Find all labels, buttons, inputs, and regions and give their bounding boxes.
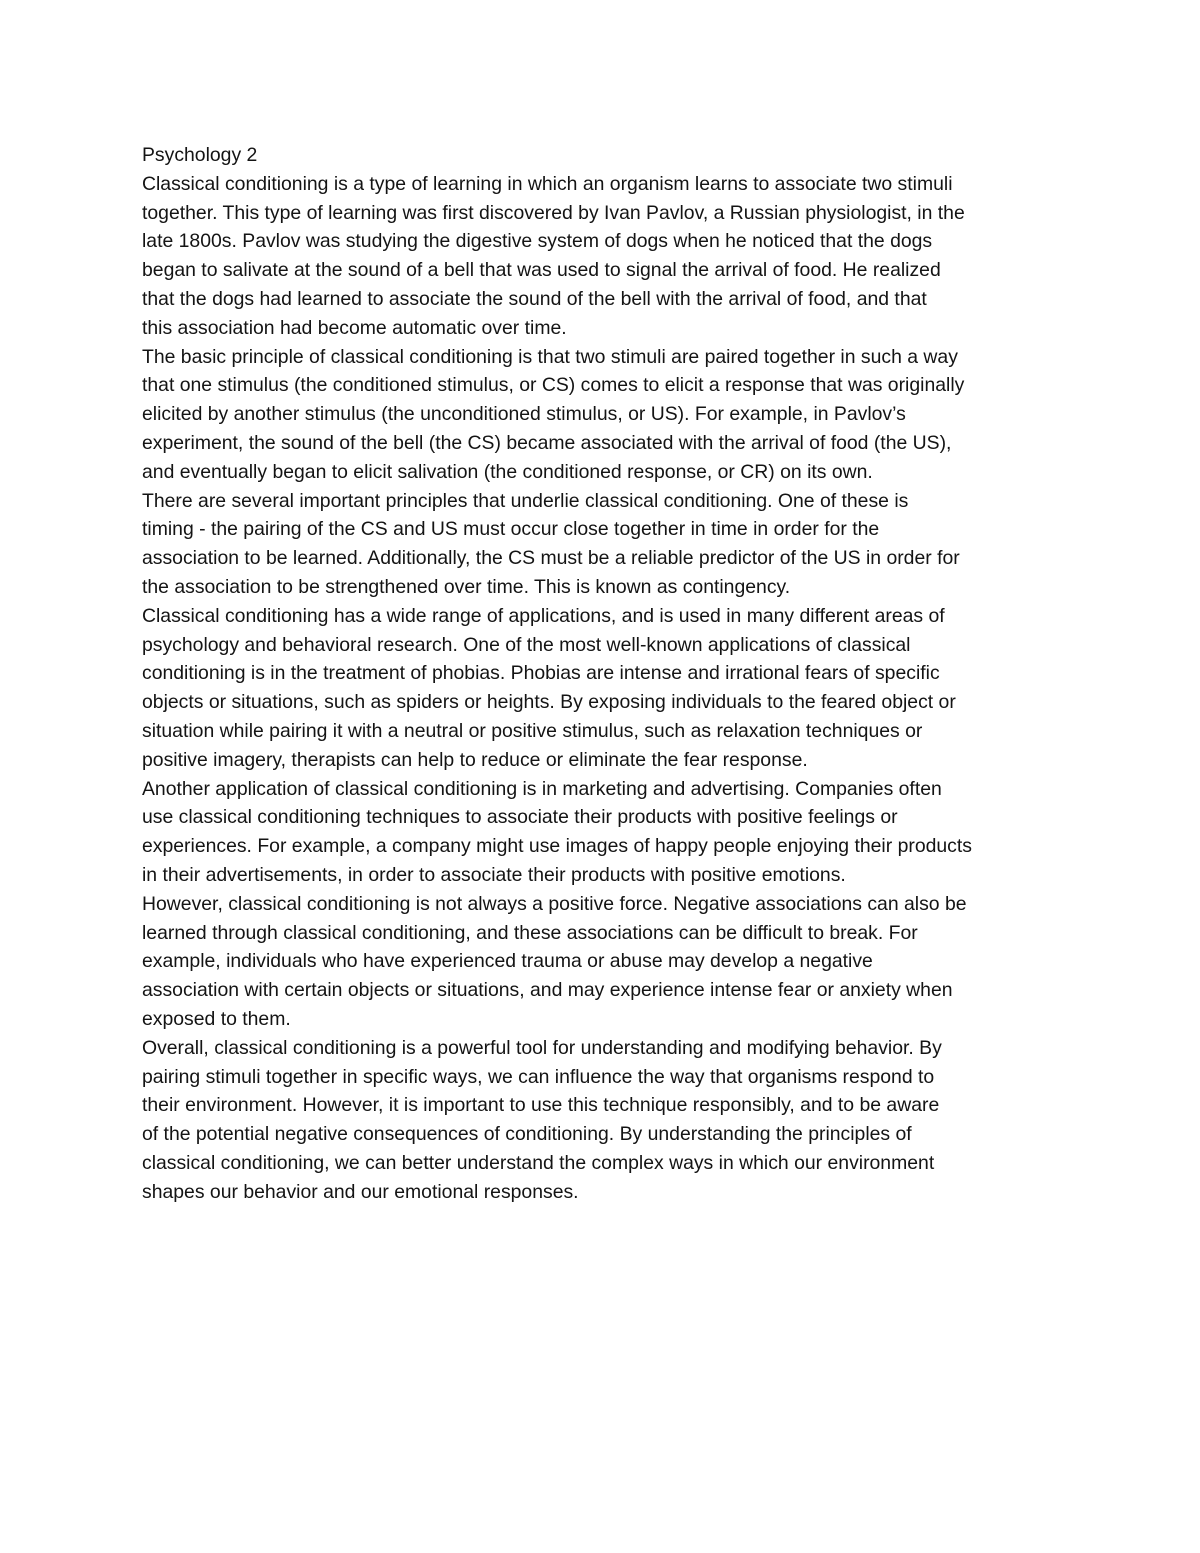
text-line: of the potential negative consequences of conditioning. By understanding the principles of	[142, 1123, 912, 1146]
paragraph-4	[142, 602, 1062, 775]
text-line: objects or situations, such as spiders or heights. By exposing individuals to the feared object or	[142, 691, 956, 714]
text-line: Classical conditioning is a type of learning in which an organism learns to associate two stimuli	[142, 172, 953, 195]
text-line: and eventually began to elicit salivation (the conditioned response, or CR) on its own.	[142, 460, 873, 483]
paragraph-2	[142, 343, 1062, 487]
paragraph-7	[142, 1034, 1062, 1207]
text-line: the association to be strengthened over time. This is known as contingency.	[142, 575, 791, 598]
text-line: Overall, classical conditioning is a powerful tool for understanding and modifying behavior. By	[142, 1036, 942, 1059]
text-line: timing - the pairing of the CS and US must occur close together in time in order for the	[142, 518, 880, 541]
text-line: association to be learned. Additionally, the CS must be a reliable predictor of the US in order for	[142, 547, 960, 570]
paragraph-3	[142, 487, 1062, 602]
text-line: positive imagery, therapists can help to reduce or eliminate the fear response.	[142, 748, 808, 771]
text-line: There are several important principles that underlie classical conditioning. One of these is	[142, 489, 909, 512]
text-line: conditioning is in the treatment of phobias. Phobias are intense and irrational fears of specific	[142, 662, 940, 685]
text-line: elicited by another stimulus (the unconditioned stimulus, or US). For example, in Pavlov’s	[142, 403, 906, 426]
document-body	[142, 141, 1062, 1206]
text-line: However, classical conditioning is not always a positive force. Negative associations can also be	[142, 892, 967, 915]
paragraph-6	[142, 890, 1062, 1034]
text-line: together. This type of learning was first discovered by Ivan Pavlov, a Russian physiologist, in the	[142, 201, 965, 224]
text-line: began to salivate at the sound of a bell that was used to signal the arrival of food. He realized	[142, 259, 941, 282]
text-line: in their advertisements, in order to associate their products with positive emotions.	[142, 863, 846, 886]
text-line: exposed to them.	[142, 1007, 291, 1030]
document-title: Psychology 2	[142, 144, 258, 166]
text-line: late 1800s. Pavlov was studying the digestive system of dogs when he noticed that the dogs	[142, 230, 933, 253]
text-line: example, individuals who have experienced trauma or abuse may develop a negative	[142, 950, 873, 973]
text-line: that one stimulus (the conditioned stimulus, or CS) comes to elicit a response that was originally	[142, 374, 965, 397]
text-line: shapes our behavior and our emotional responses.	[142, 1180, 579, 1203]
text-line: psychology and behavioral research. One of the most well-known applications of classical	[142, 633, 911, 656]
text-line: association with certain objects or situations, and may experience intense fear or anxiety when	[142, 979, 953, 1002]
text-line: use classical conditioning techniques to associate their products with positive feelings or	[142, 806, 898, 829]
paragraph-1	[142, 170, 1062, 343]
text-line: Classical conditioning has a wide range of applications, and is used in many different areas of	[142, 604, 945, 627]
text-line: situation while pairing it with a neutral or positive stimulus, such as relaxation techniques or	[142, 719, 923, 742]
text-line: experiences. For example, a company might use images of happy people enjoying their products	[142, 835, 972, 858]
text-line: experiment, the sound of the bell (the CS) became associated with the arrival of food (the US),	[142, 431, 952, 454]
text-line: learned through classical conditioning, and these associations can be difficult to break. For	[142, 921, 918, 944]
text-line: their environment. However, it is important to use this technique responsibly, and to be aware	[142, 1094, 940, 1117]
text-line: this association had become automatic over time.	[142, 316, 567, 339]
text-line: Another application of classical conditioning is in marketing and advertising. Companies often	[142, 777, 942, 800]
paragraph-5	[142, 775, 1062, 890]
text-line: classical conditioning, we can better understand the complex ways in which our environment	[142, 1151, 935, 1174]
text-line: pairing stimuli together in specific ways, we can influence the way that organisms respond to	[142, 1065, 935, 1088]
text-line: The basic principle of classical conditioning is that two stimuli are paired together in such a way	[142, 345, 958, 368]
text-line: that the dogs had learned to associate the sound of the bell with the arrival of food, and that	[142, 287, 927, 310]
